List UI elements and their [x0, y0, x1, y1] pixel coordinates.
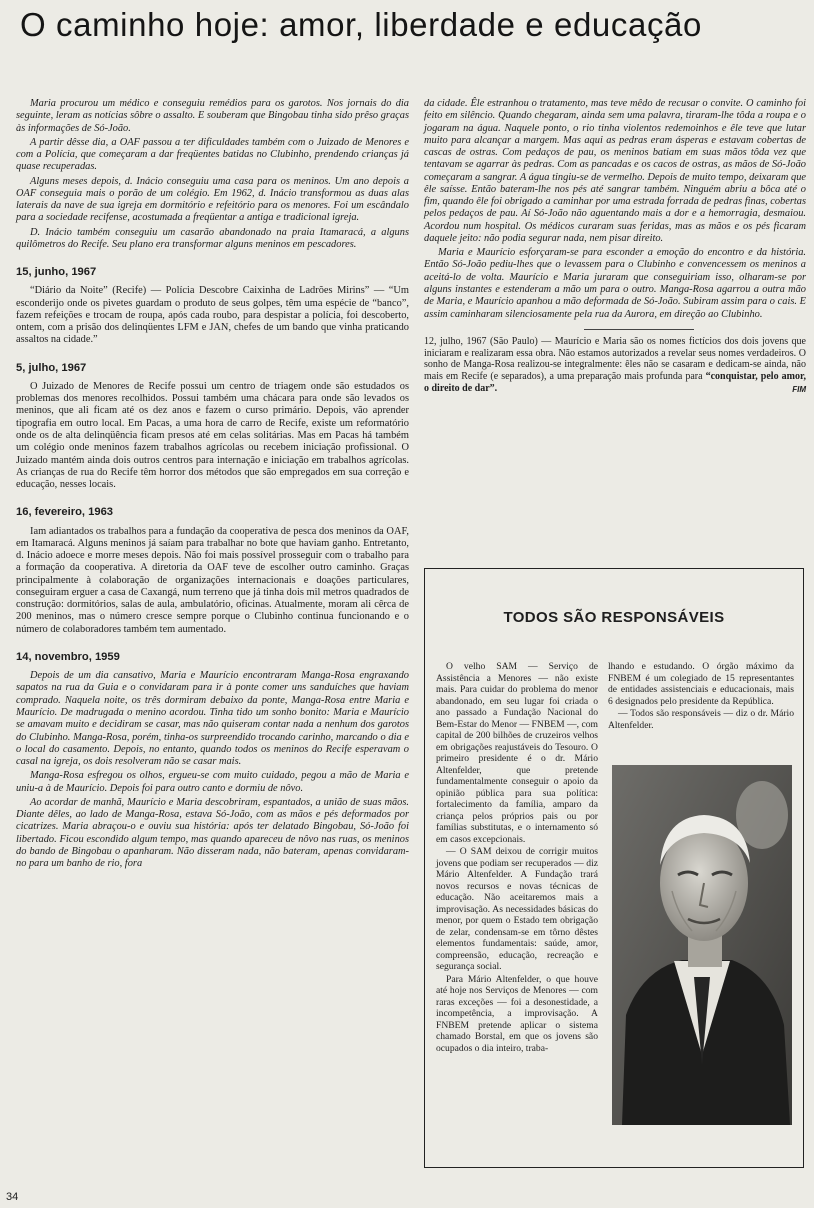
sidebar-box	[424, 568, 804, 1168]
story-paragraph: Manga-Rosa esfregou os olhos, ergueu-se com muito cuidado, pegou a mão de Maria e uniu-a à de Maurício. Depois foi para outro canto e dormiu de nôvo.	[16, 770, 409, 794]
story-paragraph: Maria e Maurício esforçaram-se para esconder a emoção do encontro e da história. Então Só-João pediu-lhes que o levassem para o Clubinho e convencessem os meninos a aceitá-lo de volta. Maurício e Maria juraram que conseguiriam isso, olharam-se por alguns instantes e estenderam a mão um para o outro. Manga-Rosa agarrou a outra mão de Maria, e Maurício apanhou a mão deformada de Só-João. Subiram assim para o cais. E assim caminharam silenciosamente pela rua da Aurora, em direção ao Clubinho.	[424, 247, 806, 320]
story-paragraph: Ao acordar de manhã, Maurício e Maria descobriram, espantados, a união de suas mãos. Diante dêles, ao lado de Manga-Rosa, estava Só-João, com as mãos e pés deformados por cicatrizes. Maria abraçou-o e ouviu sua história: após ter delatado Bingobau, Só-João foi libertado. Ficou escondido algum tempo, mas quando apareceu de nôvo nas ruas, os meninos do bando de Bingobau o apanharam. Não disseram nada, não bateram, apenas convidaram-no para um banho de rio, fora	[16, 796, 409, 870]
coda-paragraph	[424, 336, 806, 395]
sidebar-left-column	[436, 661, 598, 1055]
date-heading: 15, junho, 1967	[16, 266, 97, 279]
coda-text: 12, julho, 1967 (São Paulo) — Maurício e Maria são os nomes fictícios dos dois jovens que iniciaram e realizaram essa obra. Não estamos autorizados a revelar seus nomes verdadeiros. O sonho de Manga-Rosa realizou-se integralmente: êles não se casaram e dedicam-se ainda, não mais em Recife (e separados), a uma preparação mais profunda para	[424, 335, 806, 383]
end-mark: FIM	[792, 384, 806, 394]
date-heading: 5, julho, 1967	[16, 361, 87, 374]
story-paragraph: Depois de um dia cansativo, Maria e Maurício encontraram Manga-Rosa engraxando sapatos na rua da Guia e o convidaram para ir à ponte comer uns sanduíches que haviam comprado. Naquela noite, os três dormiram debaixo da ponte, Manga-Rosa entre Maria e Maurício. De madrugada o menino acordou. Tinha tido um sonho bonito: Maria e Maurício se amavam muito e decidiram se casar, mas não quiseram contar nada a nenhum dos garotos do Clubinho. Manga-Rosa, porém, tinha-os surpreendido trocando carinho, marcando o dia e o local do casamento. Depois, no entanto, quando todos os meninos do Recife esperavam o casal na igreja, os dois resolveram não se casar mais.	[16, 670, 409, 768]
intro-paragraph: Maria procurou um médico e conseguiu remédios para os garotos. Nos jornais do dia seguinte, leram as notícias sôbre o assalto. E souberam que Bingobau tinha sido prêso graças às informações de Só-João.	[16, 98, 409, 134]
section-paragraph: O Juizado de Menores de Recife possui um centro de triagem onde são estudados os problemas dos menores recolhidos. Possui também uma chácara para onde são levados os meninos, que ali ficam até os dez anos e fazem o curso primário. Depois, vão aprender tipografia em outro local. Em Pacas, a uma hora de carro de Recife, existe um reformatório onde os de alta delinqüência ficam presos até em celas solitárias. Mas em Pacas há também um colégio onde meninos fazem trabalhos agrícolas ou recebem iniciação profissional. O Juizado mantém ainda dois outros centros para internação e iniciação em trabalhos agrícolas. As crianças de rua do Recife têm horror dos métodos que são empregados em sua correção e educação, nesses locais.	[16, 380, 409, 491]
sidebar-title: TODOS SÃO RESPONSÁVEIS	[503, 609, 725, 626]
intro-paragraph: D. Inácio também conseguiu um casarão abandonado na praia Itamaracá, a alguns quilômetros do Recife. Seu plano era transformar alguns meninos em pescadores.	[16, 226, 409, 250]
section-paragraph: “Diário da Noite” (Recife) — Polícia Descobre Caixinha de Ladrões Mirins” — “Um esconderijo onde os pivetes guardam o produto de seus golpes, têm uma espécie de “banco”, fazem refeições e trocam de roupa, após cada roubo, para despistar a polícia, foi descoberto, ontem, com a prisão dos delinqüentes LFM e JAN, chefes de um bando que vinha praticando assaltos na cidade.”	[16, 285, 409, 346]
sidebar-paragraph: O velho SAM — Serviço de Assistência a Menores — não existe mais. Para cuidar do problema do menor abandonado, em seu lugar foi criada o ano passado a Fundação Nacional do Bem-Estar do Menor — FNBEM —, com capital de 200 bilhões de cruzeiros velhos em obrigações reajustáveis do Tesouro. O primeiro presidente é o dr. Mário Altenfelder, que pretende fundamentalmente conseguir o apoio da opinião pública para sua política: fortalecimento da família, amparo da criança pelos próprios pais ou por famílias substitutas, e o internamento só em casos excepcionais.	[436, 661, 598, 845]
page-title: O caminho hoje: amor, liberdade e educação	[20, 6, 702, 43]
intro-paragraph: Alguns meses depois, d. Inácio conseguiu uma casa para os meninos. Um ano depois a OAF conseguia mais o porão de um colégio. Em 1962, d. Inácio transformou as duas alas laterais da nave de sua igreja em dormitório e refeitório para os menores. Foi um escândalo para a sociedade recifense, acostumada a freqüentar a antiga e tradicional igreja.	[16, 175, 409, 224]
date-heading: 14, novembro, 1959	[16, 650, 120, 663]
divider	[584, 329, 694, 330]
coda-quote: “conquistar, pelo amor, o direito de dar”.	[424, 371, 806, 394]
sidebar-paragraph: — O SAM deixou de corrigir muitos jovens que podiam ser recuperados — diz Mário Altenfelder. A Fundação trará novos recursos e novas técnicas de educação. Não aceitaremos mais a improvisação. As necessidades básicas do menor, por quem o Estado tem obrigação de zelar, condensam-se em tôrno dêstes elementos fundamentais: saúde, amor, compreensão, educação, recreação e segurança social.	[436, 846, 598, 972]
story-paragraph: da cidade. Êle estranhou o tratamento, mas teve mêdo de recusar o convite. O caminho foi feito em silêncio. Quando chegaram, ainda sem uma palavra, tiraram-lhe tôda a roupa e o jogaram na água. Naquele ponto, o rio tinha violentos redemoinhos e êle teve que lutar muito para alcançar a margem. Mas aqui as pedras eram ásperas e estavam cobertas de cascas de ostras. Com pedaços de pau, os meninos batiam em suas mãos tôda vez que tentavam se agarrar às pedras. Com as pancadas e os cacos de ostras, as mãos de Só-João começaram a sangrar. A água tingiu-se de vermelho. Depois de muito tempo, deixaram que êle saísse. Então bateram-lhe nos pés até sangrar também. Ninguém abriu a bôca até o fim, quando êle foi obrigado a caminhar por uma estrada forrada de pedras finas, cobertas pelos pedaços de pau. Aí Só-João não aguentando mais a dor e a hemorragia, desmaiou. Acordou num hospital. Os médicos curaram suas feridas, mas as mãos e os pés ficaram daquele jeito: não podia segurar nada, nem pisar direito.	[424, 98, 806, 244]
portrait-photo	[612, 765, 792, 1125]
sidebar-paragraph: lhando e estudando. O órgão máximo da FNBEM é um colegiado de 15 representantes de entidades assistenciais e educacionais, mais 6 designados pelo presidente da República.	[608, 661, 794, 707]
date-heading: 16, fevereiro, 1963	[16, 506, 114, 519]
page-number: 34	[6, 1191, 19, 1203]
portrait-illustration	[612, 765, 792, 1125]
left-column	[16, 98, 409, 872]
section-paragraph: Iam adiantados os trabalhos para a fundação da cooperativa de pesca dos meninos da OAF, em Itamaracá. Alguns meninos já saíam para trabalhar no bote que haviam ganho. Entretanto, d. Inácio adoece e morre meses depois. Não foi mais possível prosseguir com o trabalho para a formação da cooperativa. A diretoria da OAF teve de escolher outro caminho. Graças principalmente à colaboração de organizações internacionais e doações particulares, conseguiram erguer a casa de Caxangá, num terreno que já tinha dois mil metros quadrados de construção: dormitórios, salas de aula, ambulatório, oficinas. Atualmente, moram ali cêrca de 200 meninos, mas o número cresce sempre porque o Clubinho continua funcionando e o número de colaboradores também tem aumentado.	[16, 525, 409, 635]
right-column	[424, 98, 806, 397]
sidebar-paragraph: Para Mário Altenfelder, o que houve até hoje nos Serviços de Menores — com raras exceções — foi a desonestidade, a incompetência, a improvisação. A FNBEM pretende aplicar o sistema chamado Borstal, em que os jovens são ocupados o dia inteiro, traba-	[436, 973, 598, 1054]
intro-paragraph: A partir dêsse dia, a OAF passou a ter dificuldades também com o Juizado de Menores e com a Polícia, que começaram a dar freqüentes batidas no Clubinho, prendendo crianças já quase recuperadas.	[16, 136, 409, 173]
sidebar-paragraph: — Todos são responsáveis — diz o dr. Mário Altenfelder.	[608, 708, 794, 731]
sidebar-right-column	[608, 661, 794, 732]
